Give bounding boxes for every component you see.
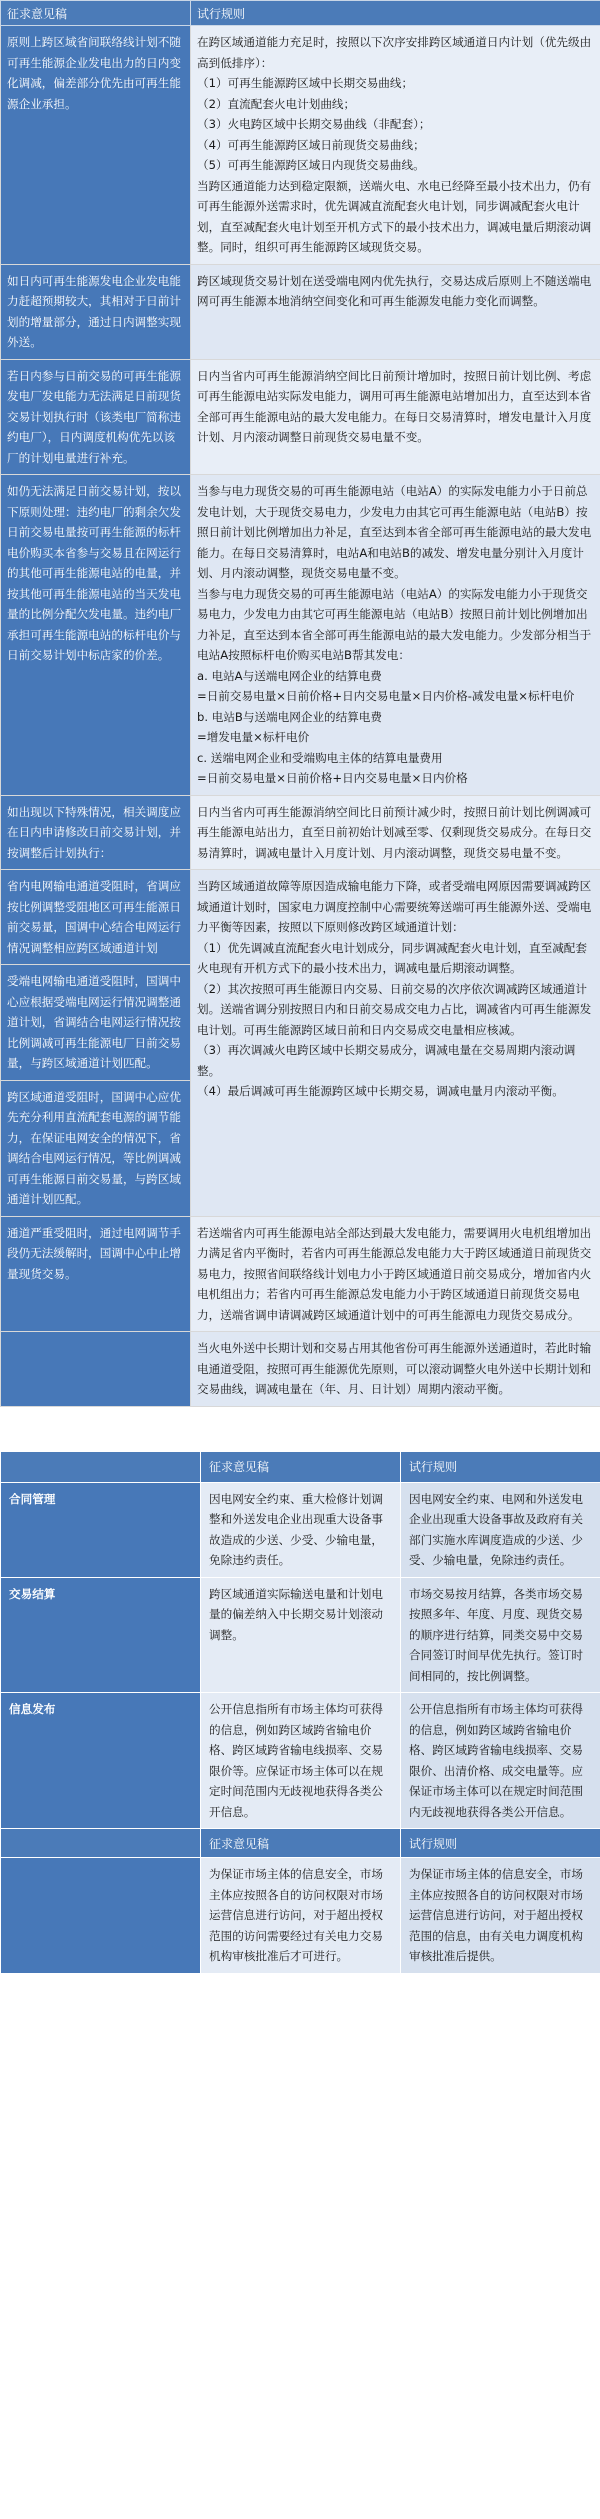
row-label: 信息发布 [1, 1693, 201, 1829]
rule-paragraph: 若送端省内可再生能源电站全部达到最大发电能力，需要调用火电机组增加出力满足省内平衡时，若省内可再生能源总发电能力大于跨区域通道日前现货交易电力，按照省间联络线计划电力小于跨区域通道日前交易成分，增加省内火电机组出力；若省内可再生能源总发电能力小于跨区域通道日前现货交易电力，送端省调申请调减跨区域通道计划中的可再生能源电力现货交易成分。 [197, 1225, 592, 1322]
rule-paragraph: b. 电站B与送端电网企业的结算电费 [197, 709, 382, 724]
draft-cell: 如出现以下特殊情况，相关调度应在日内申请修改日前交易计划，并按调整后计划执行： [1, 795, 191, 870]
table2-repeat-header-row [1, 1829, 600, 1858]
draft-cell: 若日内参与日前交易的可再生能源发电厂发电能力无法满足日前现货交易计划执行时（该类电厂简称违约电厂），日内调度机构优先以该厂的计划电量进行补充。 [1, 359, 191, 475]
table1-row [1, 1216, 600, 1332]
rule-cell [191, 475, 600, 796]
draft-cell: 如日内可再生能源发电企业发电能力赶超预期较大，其相对于日前计划的增量部分，通过日内调整实现外送。 [1, 264, 191, 359]
rule-paragraph: （4）可再生能源跨区域日前现货交易曲线； [197, 137, 425, 152]
table1-row [1, 1332, 600, 1407]
rule-paragraph: 当参与电力现货交易的可再生能源电站（电站A）的实际发电能力小于日前总发电计划，大于现货交易电力，少发电力由其它可再生能源电站（电站B）按照日前计划比例增加出力补足，直至达到本省全部可再生能源电站的最大发电能力。在每日交易清算时，电站A和电站B的减发、增发电量分别计入月度计划、月内滚动调整，现货交易电量不变。 [197, 484, 592, 580]
rule-paragraph: =日前交易电量×日前价格+日内交易电量×日内价格-减发电量×标杆电价 [197, 689, 575, 703]
table1-header-row [1, 1, 600, 26]
table1-row [1, 870, 600, 965]
draft-cell: 跨区域通道实际输送电量和计划电量的偏差纳入中长期交易计划滚动调整。 [201, 1577, 401, 1693]
table2-row-info [1, 1693, 600, 1829]
rule-paragraph: =增发电量×标杆电价 [197, 730, 310, 744]
rule-paragraph: 当跨区域通道故障等原因造成输电能力下降，或者受端电网原因需要调减跨区域通道计划时，国家电力调度控制中心需要统筹送端可再生能源外送、受端电力平衡等因素，按照以下原则修改跨区域通道计划： [197, 879, 592, 934]
draft-cell: 跨区域通道受阻时，国调中心应优先充分利用直流配套电源的调节能力，在保证电网安全的情况下，省调结合电网运行情况，等比例调减可再生能源日前交易量，与跨区域通道计划匹配。 [1, 1080, 191, 1216]
rule-paragraph: c. 送端电网企业和受端购电主体的结算电量费用 [197, 750, 443, 765]
rule-cell [191, 1216, 600, 1332]
draft-cell: 原则上跨区域省间联络线计划不随可再生能源企业发电出力的日内变化调减，偏差部分优先由可再生能源企业承担。 [1, 26, 191, 265]
table2-row-contract [1, 1482, 600, 1577]
row-label [1, 1858, 201, 1974]
rule-cell [191, 870, 600, 1217]
rule-paragraph: a. 电站A与送端电网企业的结算电费 [197, 668, 382, 683]
rule-paragraph: =日前交易电量×日前价格+日内交易电量×日内价格 [197, 771, 468, 785]
table2-row-settlement [1, 1577, 600, 1693]
table2-row-info-security [1, 1858, 600, 1974]
rule-paragraph: （1）可再生能源跨区域中长期交易曲线； [197, 76, 414, 90]
draft-cell: 公开信息指所有市场主体均可获得的信息，例如跨区域跨省输电价格、跨区域跨省输电线损率、交易限价等。应保证市场主体可以在规定时间范围内无歧视地获得各类公开信息。 [201, 1693, 401, 1829]
rule-paragraph: （3）再次调减火电跨区域中长期交易成分，调减电量在交易周期内滚动调整。 [197, 1043, 576, 1078]
table1-row [1, 264, 600, 359]
table2-repeat-header-draft: 征求意见稿 [201, 1829, 401, 1858]
draft-cell: 因电网安全约束、重大检修计划调整和外送发电企业出现重大设备事故造成的少送、少受、少输电量，免除违约责任。 [201, 1482, 401, 1577]
draft-cell: 为保证市场主体的信息安全，市场主体应按照各自的访问权限对市场运营信息进行访问，对于超出授权范围的访问需要经过有关电力交易机构审核批准后才可进行。 [201, 1858, 401, 1974]
rule-paragraph: 日内当省内可再生能源消纳空间比日前预计增加时，按照日前计划比例、考虑可再生能源电站实际发电能力，调用可再生能源电站增加出力，直至达到本省全部可再生能源电站的最大发电能力。在每日交易清算时，增发电量计入月度计划、月内滚动调整日前现货交易电量不变。 [197, 368, 592, 444]
table2-header-row [1, 1451, 600, 1482]
section-gap [0, 1407, 600, 1451]
row-label: 交易结算 [1, 1577, 201, 1693]
rule-cell [191, 795, 600, 870]
draft-cell: 如仍无法满足日前交易计划，按以下原则处理：违约电厂的剩余欠发日前交易电量按可再生能源的标杆电价购买本省参与交易且在网运行的其他可再生能源电站的电量，并按其他可再生能源电站的当天发电量的比例分配欠发电量。违约电厂承担可再生能源电站的标杆电价与日前交易计划中标店家的价差。 [1, 475, 191, 796]
rule-paragraph: 当跨区通道能力达到稳定限额，送端火电、水电已经降至最小技术出力，仍有可再生能源外送需求时，优先调减直流配套火电计划，同步调减配套火电计划，直至减配套火电计划至开机方式下的最小技术出力，调减电量后期滚动调整。同时，组织可再生能源跨区域现货交易。 [197, 178, 592, 254]
rule-cell [191, 359, 600, 475]
draft-cell [1, 1332, 191, 1407]
table1-row [1, 26, 600, 265]
table2-header-draft: 征求意见稿 [201, 1451, 401, 1482]
row-label: 合同管理 [1, 1482, 201, 1577]
table1-header-draft: 征求意见稿 [1, 1, 191, 26]
rule-paragraph: 当火电外送中长期计划和交易占用其他省份可再生能源外送通道时，若此时输电通道受阻，按照可再生能源优先原则，可以滚动调整火电外送中长期计划和交易曲线，调减电量在（年、月、日计划）周期内滚动平衡。 [197, 1341, 592, 1396]
rule-cell [191, 264, 600, 359]
draft-cell: 通道严重受阻时，通过电网调节手段仍无法缓解时，国调中心中止增量现货交易。 [1, 1216, 191, 1332]
rule-paragraph: （2）其次按照可再生能源日内交易、日前交易的次序依次调减跨区域通道计划。送端省调分别按照日内和日前交易成交电力占比，调减省内可再生能源发电计划。可再生能源跨区域日前和日内交易成交电量相应核减。 [197, 981, 592, 1037]
table1-row [1, 475, 600, 796]
rule-cell: 为保证市场主体的信息安全，市场主体应按照各自的访问权限对市场运营信息进行访问，对于超出授权范围的信息，由有关电力调度机构审核批准后提供。 [401, 1858, 600, 1974]
table1-row [1, 359, 600, 475]
rule-paragraph: 在跨区域通道能力充足时，按照以下次序安排跨区域通道日内计划（优先级由高到低排序）： [197, 35, 592, 70]
draft-cell: 省内电网输电通道受阻时，省调应按比例调整受阻地区可再生能源日前交易量，国调中心结合电网运行情况调整相应跨区域通道计划 [1, 870, 191, 965]
table1-header-rule: 试行规则 [191, 1, 600, 26]
table2-repeat-header-rule: 试行规则 [401, 1829, 600, 1858]
table1-row [1, 795, 600, 870]
table2-header-rule: 试行规则 [401, 1451, 600, 1482]
rule-paragraph: （4）最后调减可再生能源跨区域中长期交易，调减电量月内滚动平衡。 [197, 1084, 564, 1098]
rule-cell [191, 26, 600, 265]
rule-paragraph: 当参与电力现货交易的可再生能源电站（电站A）的实际发电能力小于现货交易电力，少发电力由其它可再生能源电站（电站B）按照日前计划比例增加出力补足，直至达到本省全部可再生能源电站的最大发电能力。少发部分相当于电站A按照标杆电价购买电站B帮其发电： [197, 586, 592, 662]
rule-cell: 公开信息指所有市场主体均可获得的信息，例如跨区域跨省输电价格、跨区域跨省输电线损率、交易限价、出清价格、成交电量等。应保证市场主体可以在规定时间范围内无歧视地获得各类公开信息。 [401, 1693, 600, 1829]
rule-paragraph: （2）直流配套火电计划曲线； [197, 96, 356, 111]
rule-paragraph: 日内当省内可再生能源消纳空间比日前预计减少时，按照日前计划比例调减可再生能源电站出力，直至日前初始计划减至零、仅剩现货交易成分。在每日交易清算时，调减电量计入月度计划、月内滚动调整，现货交易电量不变。 [197, 804, 592, 860]
rule-cell [191, 1332, 600, 1407]
rule-paragraph: （1）优先调减直流配套火电计划成分，同步调减配套火电计划，直至减配套火电现有开机方式下的最小技术出力，调减电量后期滚动调整。 [197, 940, 587, 975]
rule-paragraph: （3）火电跨区域中长期交易曲线（非配套）； [197, 117, 431, 131]
draft-cell: 受端电网输电通道受阻时，国调中心应根据受端电网运行情况调整通道计划，省调结合电网运行情况按比例调减可再生能源电厂日前交易量，与跨区域通道计划匹配。 [1, 965, 191, 1081]
table2-repeat-header-blank [1, 1829, 201, 1858]
table2-header-blank [1, 1451, 201, 1482]
rule-cell: 因电网安全约束、电网和外送发电企业出现重大设备事故及政府有关部门实施水库调度造成的少送、少受、少输电量，免除违约责任。 [401, 1482, 600, 1577]
rule-paragraph: （5）可再生能源跨区域日内现货交易曲线。 [197, 158, 425, 172]
comparison-table-2 [0, 1451, 600, 1974]
rule-paragraph: 跨区域现货交易计划在送受端电网内优先执行，交易达成后原则上不随送端电网可再生能源本地消纳空间变化和可再生能源发电能力变化而调整。 [197, 273, 592, 308]
rule-cell: 市场交易按月结算，各类市场交易按照多年、年度、月度、现货交易的顺序进行结算，同类交易中交易合同签订时间早优先执行。签订时间相同的，按比例调整。 [401, 1577, 600, 1693]
